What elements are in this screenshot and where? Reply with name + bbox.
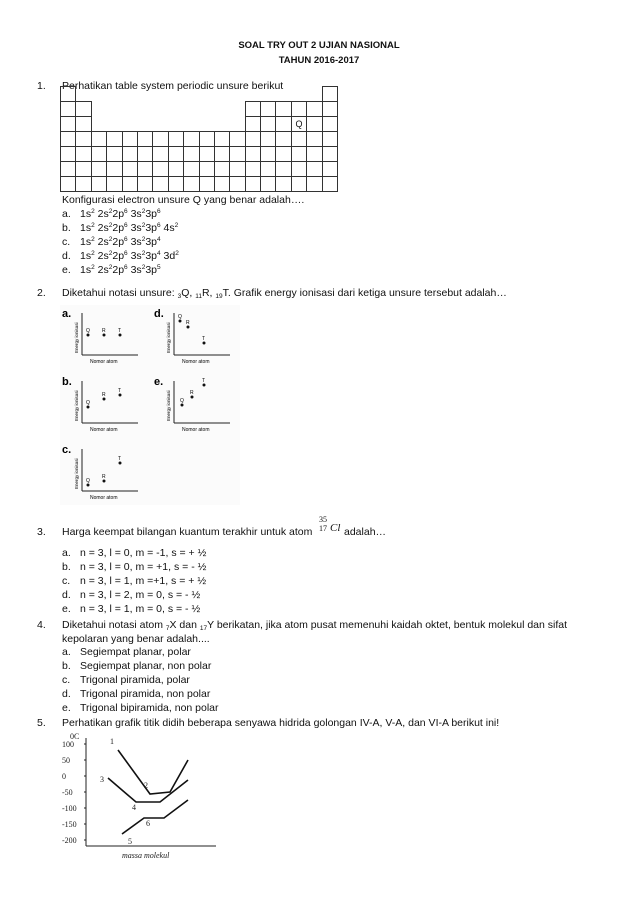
periodic-cell (61, 162, 76, 177)
periodic-cell (245, 162, 260, 177)
periodic-cell (245, 87, 260, 102)
periodic-cell (261, 117, 276, 132)
chart-line-label: 6 (146, 819, 150, 828)
periodic-cell (214, 162, 229, 177)
periodic-cell (230, 147, 245, 162)
option-letter: e. (62, 603, 71, 615)
periodic-cell (322, 117, 337, 132)
q4-number: 4. (37, 619, 46, 631)
periodic-cell (153, 117, 168, 132)
periodic-cell (122, 87, 137, 102)
periodic-cell (76, 117, 91, 132)
periodic-cell (122, 132, 137, 147)
graph-point-label: Q (86, 478, 90, 484)
q1-option-d[interactable]: d. $1s^2$ $2s^22p^6$ $3s^23p^4$ $3d^2$ (62, 250, 179, 262)
graph-xlabel: Nomor atom (90, 495, 118, 501)
periodic-cell (291, 147, 306, 162)
periodic-cell (76, 147, 91, 162)
q1-text: Perhatikan table system periodic unsure berikut (62, 80, 284, 92)
q4-option-a[interactable] (62, 646, 191, 658)
periodic-cell (122, 177, 137, 192)
periodic-cell (153, 102, 168, 117)
q4-text: Diketahui notasi atom $_7$X dan $_{17}$Y berikatan, jika atom pusat memenuhi kaidah oktet, bentuk molekul dan sifat (62, 619, 568, 632)
periodic-cell (276, 132, 291, 147)
chart-tick-label: -150 (62, 820, 77, 829)
periodic-cell (168, 132, 183, 147)
periodic-cell (199, 87, 214, 102)
periodic-cell (307, 102, 322, 117)
periodic-cell (61, 147, 76, 162)
q1-prompt: Konfigurasi electron unsure Q yang benar adalah…. (62, 194, 305, 206)
periodic-cell (214, 102, 229, 117)
periodic-cell (291, 132, 306, 147)
chart-tick-label: -50 (62, 788, 73, 797)
q3-symbol: Cl (330, 522, 341, 534)
periodic-cell (199, 162, 214, 177)
periodic-cell (168, 147, 183, 162)
periodic-cell (276, 87, 291, 102)
option-letter: b. (62, 561, 71, 573)
periodic-cell (184, 177, 199, 192)
periodic-cell (214, 147, 229, 162)
chart-tick-label: -200 (62, 836, 77, 845)
chart-tick-label: 100 (62, 740, 74, 749)
periodic-cell (307, 132, 322, 147)
periodic-cell (91, 87, 106, 102)
q1-option-b[interactable]: b. $1s^2$ $2s^22p^6$ $3s^23p^6$ $4s^2$ (62, 222, 179, 234)
q4-option-b[interactable] (62, 660, 211, 672)
periodic-cell (168, 102, 183, 117)
periodic-cell (122, 117, 137, 132)
option-letter: c. (62, 575, 71, 587)
option-letter: d. (62, 688, 71, 700)
periodic-cell (122, 102, 137, 117)
graph-label: b. (62, 376, 72, 388)
option-text: n = 3, l = 2, m = 0, s = - ½ (80, 589, 201, 601)
option-letter: c. (62, 674, 71, 686)
periodic-cell (76, 177, 91, 192)
periodic-cell (199, 177, 214, 192)
periodic-cell (122, 162, 137, 177)
graph-point-label: R (102, 328, 106, 334)
graph-ylabel: Energy ionisasi (74, 458, 79, 489)
option-letter: a. (62, 547, 71, 559)
periodic-cell (137, 117, 152, 132)
periodic-cell (184, 102, 199, 117)
periodic-cell (168, 162, 183, 177)
periodic-cell (91, 147, 106, 162)
graph-ylabel: Energy ionisasi (74, 390, 79, 421)
periodic-cell-q: Q (291, 117, 306, 132)
periodic-cell (291, 102, 306, 117)
periodic-cell (153, 87, 168, 102)
periodic-cell (261, 147, 276, 162)
q3-option-b[interactable] (62, 561, 206, 573)
graph-point-label: T (202, 336, 206, 342)
option-letter: a. (62, 646, 71, 658)
periodic-cell (153, 132, 168, 147)
periodic-cell (137, 132, 152, 147)
periodic-cell (261, 132, 276, 147)
periodic-cell (137, 147, 152, 162)
q1-number: 1. (37, 80, 46, 92)
periodic-cell (137, 162, 152, 177)
periodic-cell (214, 177, 229, 192)
periodic-cell (168, 87, 183, 102)
periodic-cell (245, 177, 260, 192)
q3-number: 3. (37, 526, 46, 538)
q2-number: 2. (37, 287, 46, 299)
periodic-cell (322, 147, 337, 162)
periodic-cell (91, 162, 106, 177)
periodic-cell (214, 87, 229, 102)
periodic-cell (261, 87, 276, 102)
periodic-cell (245, 102, 260, 117)
graph-point-label: R (186, 320, 190, 326)
graph-ylabel: Energy ionisasi (166, 390, 171, 421)
periodic-cell (322, 162, 337, 177)
periodic-cell (322, 177, 337, 192)
option-text: Segiempat planar, non polar (80, 660, 212, 672)
chart-line-label: 5 (128, 837, 132, 846)
periodic-cell (61, 132, 76, 147)
periodic-cell (199, 147, 214, 162)
ionization-graphs-image (60, 305, 240, 505)
graph-point-label: T (118, 328, 122, 334)
periodic-cell (276, 162, 291, 177)
chart-line-label: 3 (100, 775, 104, 784)
periodic-cell (261, 177, 276, 192)
chart-line-label: 4 (132, 803, 136, 812)
periodic-cell (199, 132, 214, 147)
document-title: SOAL TRY OUT 2 UJIAN NASIONAL (238, 40, 400, 51)
q1-option-e[interactable]: e. $1s^2$ $2s^22p^6$ $3s^23p^5$ (62, 264, 161, 276)
periodic-cell (322, 102, 337, 117)
periodic-cell (107, 132, 122, 147)
periodic-cell (276, 147, 291, 162)
periodic-cell (230, 162, 245, 177)
q3-suffix: adalah… (344, 526, 387, 538)
graph-point-label: T (118, 388, 122, 394)
periodic-cell (91, 117, 106, 132)
periodic-cell (261, 162, 276, 177)
periodic-cell (230, 102, 245, 117)
option-text: Trigonal bipiramida, non polar (80, 702, 219, 714)
periodic-cell (214, 117, 229, 132)
q3-option-c[interactable] (62, 575, 206, 587)
boiling-point-chart (60, 730, 220, 860)
periodic-cell (153, 177, 168, 192)
option-text: n = 3, l = 0, m = +1, s = - ½ (80, 561, 207, 573)
option-letter: d. (62, 589, 71, 601)
periodic-cell (76, 132, 91, 147)
periodic-cell (230, 177, 245, 192)
periodic-cell (61, 117, 76, 132)
graph-label: e. (154, 376, 164, 388)
document-year: TAHUN 2016-2017 (278, 55, 360, 66)
graph-ylabel: Energy ionisasi (166, 322, 171, 353)
periodic-cell (291, 87, 306, 102)
graph-xlabel: Nomor atom (182, 427, 210, 433)
periodic-cell (137, 87, 152, 102)
chart-unit: 0C (70, 732, 80, 741)
periodic-cell (307, 117, 322, 132)
periodic-cell (107, 177, 122, 192)
periodic-cell (184, 87, 199, 102)
periodic-cell (107, 147, 122, 162)
q3-isotope-notation: 35 17 (319, 515, 327, 533)
periodic-cell (322, 87, 337, 102)
periodic-cell (307, 87, 322, 102)
periodic-cell (245, 117, 260, 132)
graph-label: a. (62, 308, 72, 320)
q5-number: 5. (37, 717, 46, 729)
periodic-cell (107, 102, 122, 117)
periodic-cell (168, 117, 183, 132)
periodic-cell (107, 117, 122, 132)
q1-option-c[interactable]: c. $1s^2$ $2s^22p^6$ $3s^23p^4$ (62, 236, 161, 248)
periodic-cell (291, 177, 306, 192)
periodic-cell (245, 147, 260, 162)
periodic-cell (214, 132, 229, 147)
periodic-cell (245, 132, 260, 147)
q5-text: Perhatikan grafik titik didih beberapa senyawa hidrida golongan IV-A, V-A, dan VI-A berikut ini! (62, 717, 500, 729)
q3-option-a[interactable] (62, 547, 206, 559)
periodic-cell (184, 162, 199, 177)
periodic-cell (307, 162, 322, 177)
graph-point-label: R (102, 392, 106, 398)
periodic-cell (230, 132, 245, 147)
periodic-cell (184, 147, 199, 162)
periodic-cell (76, 162, 91, 177)
periodic-cell (168, 177, 183, 192)
q3-option-d[interactable] (62, 589, 200, 601)
periodic-cell (276, 177, 291, 192)
periodic-cell (184, 117, 199, 132)
chart-tick-label: -100 (62, 804, 77, 813)
periodic-cell (76, 102, 91, 117)
graph-point-label: T (118, 456, 122, 462)
q4-text-line2: kepolaran yang benar adalah.... (62, 633, 210, 645)
periodic-cell (199, 117, 214, 132)
option-letter: e. (62, 702, 71, 714)
periodic-cell (276, 102, 291, 117)
chart-tick-label: 0 (62, 772, 66, 781)
periodic-cell (153, 162, 168, 177)
periodic-cell (61, 102, 76, 117)
periodic-cell (61, 177, 76, 192)
periodic-cell (307, 177, 322, 192)
periodic-cell (137, 102, 152, 117)
option-letter: b. (62, 660, 71, 672)
periodic-cell (184, 132, 199, 147)
periodic-cell (261, 102, 276, 117)
q4-option-c[interactable] (62, 674, 190, 686)
periodic-cell (91, 102, 106, 117)
periodic-cell (107, 87, 122, 102)
graph-xlabel: Nomor atom (182, 359, 210, 365)
graph-ylabel: Energy ionisasi (74, 322, 79, 353)
periodic-cell (199, 102, 214, 117)
periodic-cell (107, 162, 122, 177)
q3-option-e[interactable] (62, 603, 200, 615)
graph-point-label: Q (86, 328, 90, 334)
chart-tick-label: 50 (62, 756, 70, 765)
q4-option-e[interactable] (62, 702, 219, 714)
periodic-table-grid (60, 86, 338, 192)
graph-point-label: Q (180, 398, 184, 404)
periodic-cell (322, 132, 337, 147)
graph-point-label: Q (178, 314, 182, 320)
graph-xlabel: Nomor atom (90, 359, 118, 365)
graph-label: d. (154, 308, 164, 320)
periodic-cell (307, 147, 322, 162)
graph-point-label: Q (86, 400, 90, 406)
option-text: n = 3, l = 1, m =+1, s = + ½ (80, 575, 207, 587)
q2-text: Diketahui notasi unsure: $_3$Q, $_{11}$R, $_{19}$T. Grafik energy ionisasi dari ketiga unsure tersebut adalah… (62, 287, 507, 300)
graph-point-label: R (190, 390, 194, 396)
graph-label: c. (62, 444, 72, 456)
graph-point-label: R (102, 474, 106, 480)
periodic-cell (230, 117, 245, 132)
graph-point-label: T (202, 378, 206, 384)
periodic-cell (61, 87, 76, 102)
graph-xlabel: Nomor atom (90, 427, 118, 433)
q4-option-d[interactable] (62, 688, 210, 700)
chart-xlabel: massa molekul (122, 851, 170, 860)
periodic-cell (230, 87, 245, 102)
q3-text: Harga keempat bilangan kuantum terakhir untuk atom (62, 526, 313, 538)
chart-line-label: 2 (144, 781, 148, 790)
q1-option-a[interactable]: a. $1s^2$ $2s^22p^6$ $3s^23p^6$ (62, 208, 161, 220)
periodic-cell (76, 87, 91, 102)
option-text: Trigonal piramida, polar (80, 674, 190, 686)
periodic-cell (91, 177, 106, 192)
option-text: Trigonal piramida, non polar (80, 688, 211, 700)
periodic-cell (291, 162, 306, 177)
option-text: Segiempat planar, polar (80, 646, 191, 658)
option-text: n = 3, l = 1, m = 0, s = - ½ (80, 603, 201, 615)
periodic-cell (153, 147, 168, 162)
periodic-cell (276, 117, 291, 132)
periodic-cell (91, 132, 106, 147)
option-text: n = 3, l = 0, m = -1, s = + ½ (80, 547, 207, 559)
periodic-cell (137, 177, 152, 192)
periodic-cell (122, 147, 137, 162)
chart-line-label: 1 (110, 737, 114, 746)
